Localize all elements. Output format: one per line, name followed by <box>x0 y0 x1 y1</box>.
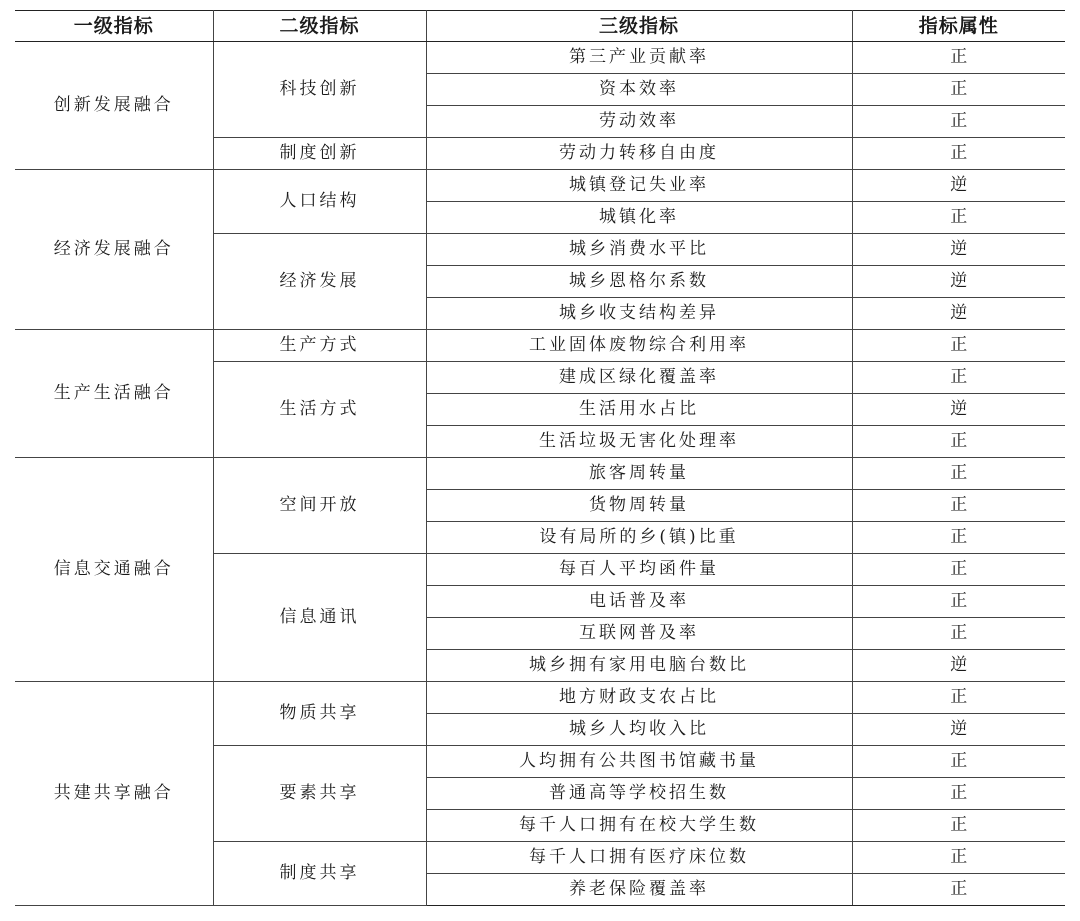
level1-cell: 共建共享融合 <box>15 682 213 906</box>
level3-cell: 生活用水占比 <box>426 394 852 426</box>
level2-cell: 经济发展 <box>213 234 426 330</box>
level2-cell: 制度创新 <box>213 138 426 170</box>
level3-cell: 城乡人均收入比 <box>426 714 852 746</box>
level2-cell: 生产方式 <box>213 330 426 362</box>
level3-cell: 工业固体废物综合利用率 <box>426 330 852 362</box>
level3-cell: 电话普及率 <box>426 586 852 618</box>
level3-cell: 每百人平均函件量 <box>426 554 852 586</box>
attribute-cell: 逆 <box>852 298 1065 330</box>
attribute-cell: 正 <box>852 138 1065 170</box>
attribute-cell: 正 <box>852 586 1065 618</box>
attribute-cell: 正 <box>852 682 1065 714</box>
table-row <box>15 330 1065 362</box>
attribute-cell: 正 <box>852 554 1065 586</box>
table-row <box>15 170 1065 202</box>
header-attribute: 指标属性 <box>852 11 1065 42</box>
level3-cell: 资本效率 <box>426 74 852 106</box>
level3-cell: 生活垃圾无害化处理率 <box>426 426 852 458</box>
header-level1: 一级指标 <box>15 11 213 42</box>
level3-cell: 城乡收支结构差异 <box>426 298 852 330</box>
attribute-cell: 正 <box>852 874 1065 906</box>
level3-cell: 地方财政支农占比 <box>426 682 852 714</box>
level3-cell: 城乡恩格尔系数 <box>426 266 852 298</box>
table-body <box>15 42 1065 906</box>
attribute-cell: 逆 <box>852 170 1065 202</box>
level3-cell: 每千人口拥有在校大学生数 <box>426 810 852 842</box>
indicator-table <box>15 10 1065 906</box>
level3-cell: 每千人口拥有医疗床位数 <box>426 842 852 874</box>
level3-cell: 养老保险覆盖率 <box>426 874 852 906</box>
level2-cell: 生活方式 <box>213 362 426 458</box>
level2-cell: 人口结构 <box>213 170 426 234</box>
level1-cell: 生产生活融合 <box>15 330 213 458</box>
level3-cell: 互联网普及率 <box>426 618 852 650</box>
attribute-cell: 逆 <box>852 234 1065 266</box>
level3-cell: 城乡消费水平比 <box>426 234 852 266</box>
attribute-cell: 正 <box>852 106 1065 138</box>
attribute-cell: 正 <box>852 842 1065 874</box>
attribute-cell: 正 <box>852 42 1065 74</box>
level2-cell: 科技创新 <box>213 42 426 138</box>
attribute-cell: 正 <box>852 458 1065 490</box>
level2-cell: 物质共享 <box>213 682 426 746</box>
level2-cell: 信息通讯 <box>213 554 426 682</box>
attribute-cell: 正 <box>852 330 1065 362</box>
level2-cell: 空间开放 <box>213 458 426 554</box>
level1-cell: 信息交通融合 <box>15 458 213 682</box>
level1-cell: 创新发展融合 <box>15 42 213 170</box>
header-level2: 二级指标 <box>213 11 426 42</box>
attribute-cell: 正 <box>852 746 1065 778</box>
attribute-cell: 正 <box>852 202 1065 234</box>
level3-cell: 旅客周转量 <box>426 458 852 490</box>
level3-cell: 普通高等学校招生数 <box>426 778 852 810</box>
attribute-cell: 正 <box>852 810 1065 842</box>
attribute-cell: 逆 <box>852 714 1065 746</box>
table-row <box>15 682 1065 714</box>
table-row <box>15 42 1065 74</box>
level2-cell: 制度共享 <box>213 842 426 906</box>
table-row <box>15 458 1065 490</box>
level3-cell: 城镇登记失业率 <box>426 170 852 202</box>
level3-cell: 第三产业贡献率 <box>426 42 852 74</box>
attribute-cell: 逆 <box>852 650 1065 682</box>
attribute-cell: 正 <box>852 426 1065 458</box>
level3-cell: 城镇化率 <box>426 202 852 234</box>
level2-cell: 要素共享 <box>213 746 426 842</box>
attribute-cell: 逆 <box>852 266 1065 298</box>
attribute-cell: 正 <box>852 522 1065 554</box>
header-level3: 三级指标 <box>426 11 852 42</box>
header-row <box>15 11 1065 42</box>
level1-cell: 经济发展融合 <box>15 170 213 330</box>
level3-cell: 建成区绿化覆盖率 <box>426 362 852 394</box>
level3-cell: 城乡拥有家用电脑台数比 <box>426 650 852 682</box>
level3-cell: 劳动效率 <box>426 106 852 138</box>
attribute-cell: 正 <box>852 778 1065 810</box>
attribute-cell: 正 <box>852 362 1065 394</box>
level3-cell: 设有局所的乡(镇)比重 <box>426 522 852 554</box>
attribute-cell: 逆 <box>852 394 1065 426</box>
attribute-cell: 正 <box>852 74 1065 106</box>
level3-cell: 货物周转量 <box>426 490 852 522</box>
attribute-cell: 正 <box>852 490 1065 522</box>
attribute-cell: 正 <box>852 618 1065 650</box>
level3-cell: 劳动力转移自由度 <box>426 138 852 170</box>
level3-cell: 人均拥有公共图书馆藏书量 <box>426 746 852 778</box>
